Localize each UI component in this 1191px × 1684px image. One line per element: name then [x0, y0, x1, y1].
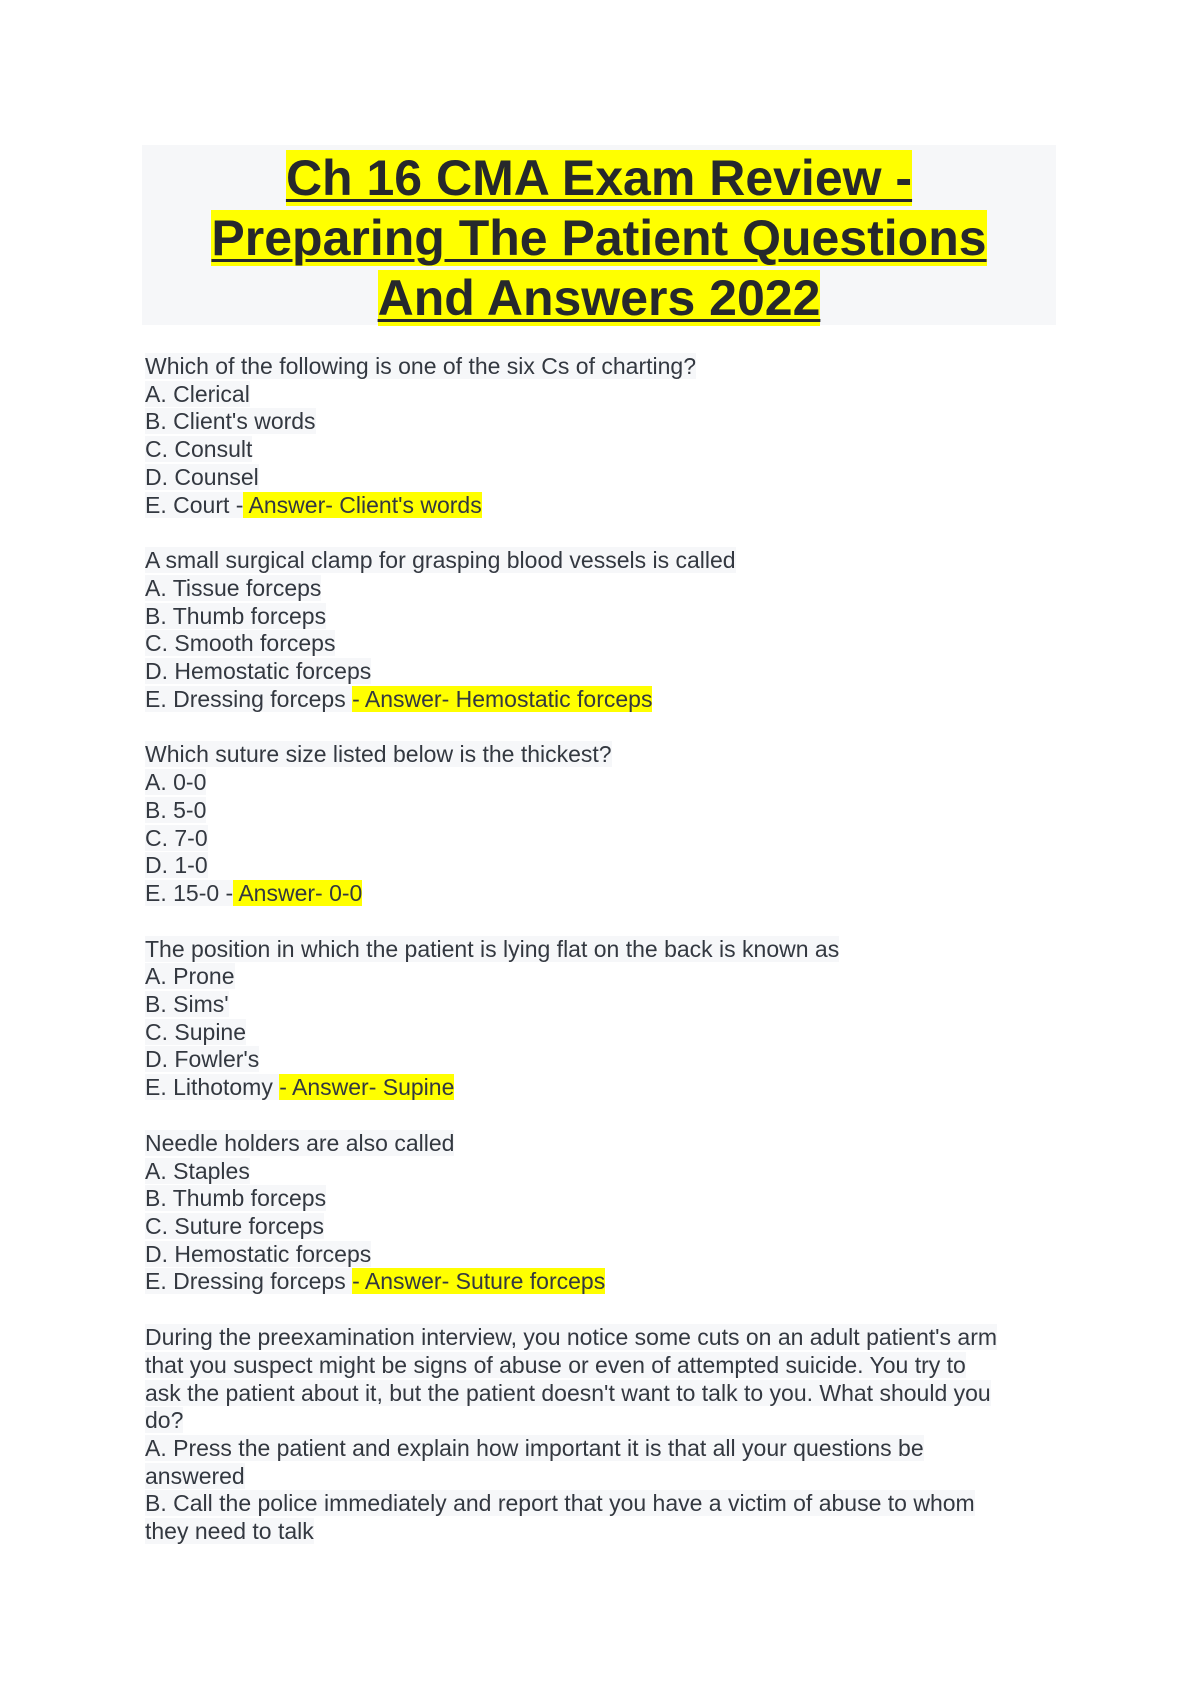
answer-highlight: Answer- 0-0 [233, 879, 363, 906]
option-d: D. Hemostatic forceps [145, 1240, 372, 1267]
option-e: E. 15-0 - Answer- 0-0 [145, 879, 363, 906]
option-b: B. 5-0 [145, 796, 207, 823]
option-d: D. Hemostatic forceps [145, 658, 372, 685]
title-line-3: And Answers 2022 [377, 270, 821, 326]
option-b: B. Client's words [145, 408, 316, 435]
option-c: C. Smooth forceps [145, 630, 336, 657]
option-c: C. 7-0 [145, 824, 208, 851]
question-stem-line: During the preexamination interview, you notice some cuts on an adult patient's arm [145, 1324, 998, 1351]
option-e: E. Lithotomy - Answer- Supine [145, 1074, 455, 1101]
option-b-continued: they need to talk [145, 1518, 314, 1545]
answer-highlight: Answer- Client's words [243, 491, 482, 518]
option-b: B. Thumb forceps [145, 1185, 327, 1212]
question-list [145, 353, 1065, 1574]
question-stem: Needle holders are also called [145, 1129, 455, 1156]
option-b: B. Call the police immediately and report that you have a victim of abuse to whom [145, 1490, 975, 1517]
option-d: D. Counsel [145, 463, 259, 490]
title-line-1: Ch 16 CMA Exam Review - [285, 150, 913, 206]
option-a: A. Clerical [145, 380, 250, 407]
question-1 [145, 353, 1065, 519]
question-stem-line: ask the patient about it, but the patient doesn't want to talk to you. What should you [145, 1379, 991, 1406]
option-d: D. Fowler's [145, 1046, 260, 1073]
answer-highlight: - Answer- Supine [279, 1074, 455, 1101]
option-c: C. Supine [145, 1018, 247, 1045]
question-stem: A small surgical clamp for grasping blood vessels is called [145, 547, 736, 574]
option-a: A. Tissue forceps [145, 574, 322, 601]
question-5 [145, 1130, 1065, 1296]
option-a: A. Press the patient and explain how important it is that all your questions be [145, 1434, 924, 1461]
answer-highlight: - Answer- Hemostatic forceps [352, 685, 653, 712]
question-stem: Which of the following is one of the six Cs of charting? [145, 353, 697, 379]
question-2 [145, 547, 1065, 713]
question-stem-line: that you suspect might be signs of abuse or even of attempted suicide. You try to [145, 1351, 966, 1378]
option-d: D. 1-0 [145, 852, 208, 879]
question-6 [145, 1324, 1065, 1546]
option-c: C. Consult [145, 436, 253, 463]
title-line-2: Preparing The Patient Questions [211, 210, 987, 266]
document-title [142, 145, 1056, 325]
option-c: C. Suture forceps [145, 1212, 324, 1239]
answer-highlight: - Answer- Suture forceps [352, 1268, 606, 1295]
question-stem: Which suture size listed below is the thickest? [145, 741, 612, 768]
question-stem: The position in which the patient is lying flat on the back is known as [145, 935, 840, 962]
question-stem-line: do? [145, 1407, 184, 1434]
question-4 [145, 936, 1065, 1102]
option-a: A. Prone [145, 963, 235, 990]
option-b: B. Sims' [145, 991, 229, 1018]
option-e: E. Court - Answer- Client's words [145, 491, 482, 518]
option-a: A. 0-0 [145, 769, 207, 796]
option-e: E. Dressing forceps - Answer- Suture forceps [145, 1268, 606, 1295]
option-a: A. Staples [145, 1157, 250, 1184]
question-3 [145, 741, 1065, 907]
option-b: B. Thumb forceps [145, 602, 327, 629]
option-e: E. Dressing forceps - Answer- Hemostatic forceps [145, 685, 653, 712]
option-a-continued: answered [145, 1462, 245, 1489]
